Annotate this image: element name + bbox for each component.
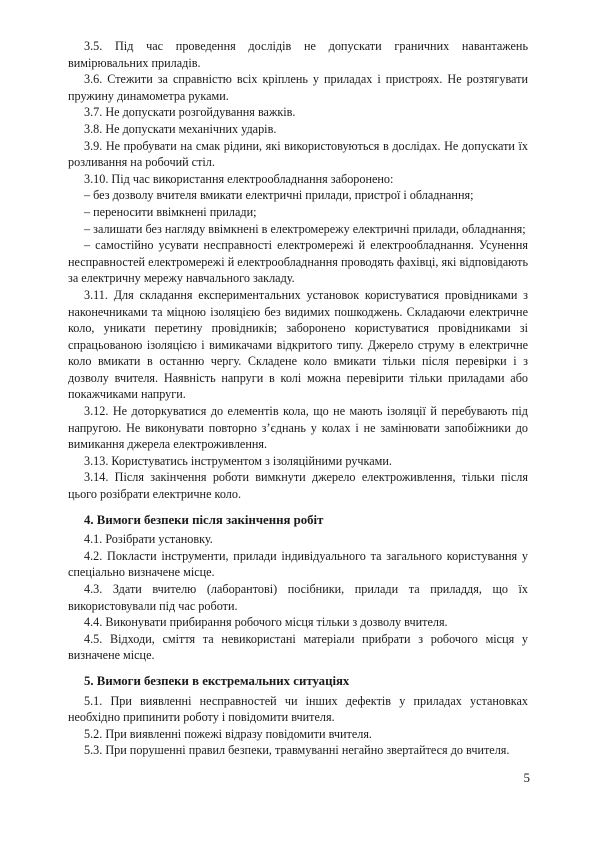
section-4-list [68, 531, 528, 664]
rule-3-11: 3.11. Для складання експериментальних установок користуватися провідниками з наконечниками та міцною ізоляцією без видимих пошкоджень. Складаючи електричне коло, уникати перетину провідників; заборонено користуватися провідниками зі спрацьованою ізоляцією і вимикачами відкритого типу. Джерело струму в електричне коло вмикати в останню чергу. Складене коло вмикати тільки після перевірки і з дозволу вчителя. Наявність напруги в колі можна перевірити тільки приладами або покажчиками напруги. [68, 287, 528, 402]
rule-4-5: 4.5. Відходи, сміття та невикористані матеріали прибрати з робочого місця у визначене місце. [68, 631, 528, 663]
rule-5-1: 5.1. При виявленні несправностей чи інших дефектів у приладах установках необхідно припинити роботу і повідомити вчителя. [68, 693, 528, 725]
section-4-heading: 4. Вимоги безпеки після закінчення робіт [84, 512, 324, 527]
rule-3-13: 3.13. Користуватись інструментом з ізоляційними ручками. [84, 453, 392, 468]
rule-3-14: 3.14. Після закінчення роботи вимкнути джерело електроживлення, тільки після цього розібрати електричне коло. [68, 470, 528, 502]
rule-4-4: 4.4. Виконувати прибирання робочого місця тільки з дозволу вчителя. [84, 615, 448, 630]
rule-3-10-bullet-3: – залишати без нагляду ввімкнені в електромережу електричні прилади, обладнання; [84, 221, 526, 236]
rule-3-10-bullet-4: – самостійно усувати несправності електромережі й електрообладнання. Усунення несправностей електромережі й електрообладнання проводять фахівці, які відповідають за електричну мережу навчального закладу. [68, 238, 528, 286]
section-5-list [68, 693, 528, 759]
rule-3-6: 3.6. Стежити за справністю всіх кріплень у приладах і пристроях. Не розтягувати пружину динамометра руками. [68, 72, 528, 103]
rule-4-1: 4.1. Розібрати установку. [84, 532, 213, 547]
page-number: 5 [523, 770, 530, 785]
rule-5-3: 5.3. При порушенні правил безпеки, травмуванні негайно звертайтеся до вчителя. [84, 743, 510, 758]
section-3-list [68, 38, 528, 503]
rule-3-7: 3.7. Не допускати розгойдування важків. [84, 105, 296, 120]
rule-5-2: 5.2. При виявленні пожежі відразу повідомити вчителя. [84, 726, 372, 741]
section-5-heading: 5. Вимоги безпеки в екстремальних ситуаціях [84, 673, 350, 688]
rule-3-9: 3.9. Не пробувати на смак рідини, які використовуються в дослідах. Не допускати їх розливання на робочий стіл. [68, 138, 528, 170]
rule-3-5: 3.5. Під час проведення дослідів не допускати граничних навантажень вимірювальних приладів. [68, 39, 528, 70]
rule-4-2: 4.2. Покласти інструменти, прилади індивідуального та загального користування у спеціально визначене місце. [68, 548, 528, 580]
rule-3-10-bullet-2: – переносити ввімкнені прилади; [84, 204, 257, 219]
rule-3-10: 3.10. Під час використання електрообладнання заборонено: [84, 171, 394, 186]
rule-3-8: 3.8. Не допускати механічних ударів. [84, 121, 277, 136]
rule-3-10-bullet-1: – без дозволу вчителя вмикати електричні прилади, пристрої і обладнання; [84, 188, 474, 203]
rule-4-3: 4.3. Здати вчителю (лаборантові) посібники, прилади та приладдя, що їх використовували під час роботи. [68, 582, 528, 613]
page-content [68, 38, 528, 759]
rule-3-12: 3.12. Не доторкуватися до елементів кола, що не мають ізоляції й перебувають під напругою. Не виконувати повторно з’єднань у колах і не замінювати запобіжники до вимикання джерела електроживлення. [68, 404, 528, 452]
